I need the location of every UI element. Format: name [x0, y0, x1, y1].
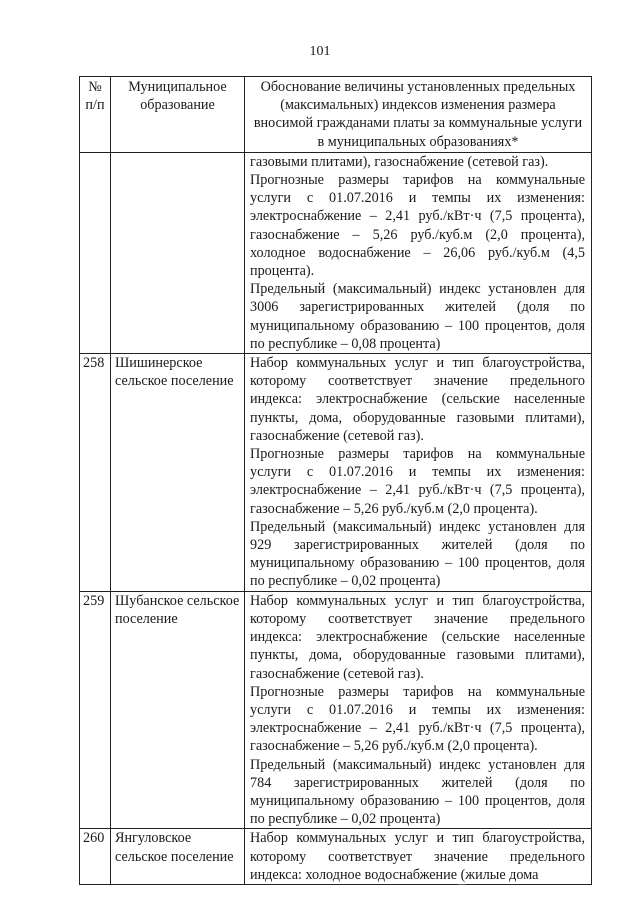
justification-cell: [245, 152, 592, 353]
row-number: [80, 152, 111, 353]
page-number: 101: [309, 44, 331, 59]
tariff-index-table: [79, 76, 592, 885]
justification-paragraph: Предельный (максимальный) индекс установлен для 3006 зарегистрированных жителей (доля по муниципальному образованию – 100 процентов, доля по республике – 0,08 процента): [250, 281, 585, 352]
justification-paragraph: Предельный (максимальный) индекс установлен для 784 зарегистрированных жителей (доля по муниципальному образованию – 100 процентов, доля по республике – 0,02 процента): [250, 756, 585, 828]
table-row: [80, 152, 592, 353]
justification-paragraph: Набор коммунальных услуг и тип благоустройства, которому соответствует значение предельного индекса: электроснабжение (сельские населенные пункты, дома, оборудованные газовыми плитами), газоснабжение (сетевой газ).: [250, 355, 585, 444]
header-num: № п/п: [80, 77, 111, 153]
table-row: [80, 829, 592, 885]
header-municipality: Муниципальное образование: [111, 77, 245, 153]
justification-paragraph: Прогнозные размеры тарифов на коммунальные услуги с 01.07.2016 и темпы их изменения: электроснабжение – 2,41 руб./кВт·ч (7,5 процента), газоснабжение – 5,26 руб./куб.м (2,0 процента), холодное водоснабжение – 26,06 руб./куб.м (4,5 процента).: [250, 172, 585, 280]
municipality-name: Шубанское сельское поселение: [111, 591, 245, 829]
municipality-name: Шишинерское сельское поселение: [111, 354, 245, 592]
justification-cell: [245, 354, 592, 592]
row-number: 260: [80, 829, 111, 885]
justification-paragraph: Прогнозные размеры тарифов на коммунальные услуги с 01.07.2016 и темпы их изменения: электроснабжение – 2,41 руб./кВт·ч (7,5 процента), газоснабжение – 5,26 руб./куб.м (2,0 процента).: [250, 446, 585, 517]
footer-dash: [458, 884, 466, 885]
justification-paragraph: Набор коммунальных услуг и тип благоустройства, которому соответствует значение предельного индекса: холодное водоснабжение (жилые дома: [250, 830, 585, 883]
row-number: 258: [80, 354, 111, 592]
table-row: [80, 354, 592, 592]
justification-paragraph: Прогнозные размеры тарифов на коммунальные услуги с 01.07.2016 и темпы их изменения: электроснабжение – 2,41 руб./кВт·ч (7,5 процента), газоснабжение – 5,26 руб./куб.м (2,0 процента).: [250, 683, 585, 755]
row-number: 259: [80, 591, 111, 829]
header-justification: Обоснование величины установленных предельных (максимальных) индексов изменения размера вносимой гражданами платы за коммунальные услуги в муниципальных образованиях*: [245, 77, 592, 153]
justification-paragraph: газовыми плитами), газоснабжение (сетевой газ).: [250, 153, 549, 170]
justification-cell: [245, 829, 592, 885]
justification-paragraph: Предельный (максимальный) индекс установлен для 929 зарегистрированных жителей (доля по муниципальному образованию – 100 процентов, доля по республике – 0,02 процента): [250, 518, 585, 590]
municipality-name: Янгуловское сельское поселение: [111, 829, 245, 885]
table-row: [80, 591, 592, 829]
municipality-name: [111, 152, 245, 353]
justification-cell: [245, 591, 592, 829]
justification-paragraph: Набор коммунальных услуг и тип благоустройства, которому соответствует значение предельного индекса: электроснабжение (сельские населенные пункты, дома, оборудованные газовыми плитами), газоснабжение (сетевой газ).: [250, 592, 585, 682]
table-header-row: [80, 77, 592, 153]
